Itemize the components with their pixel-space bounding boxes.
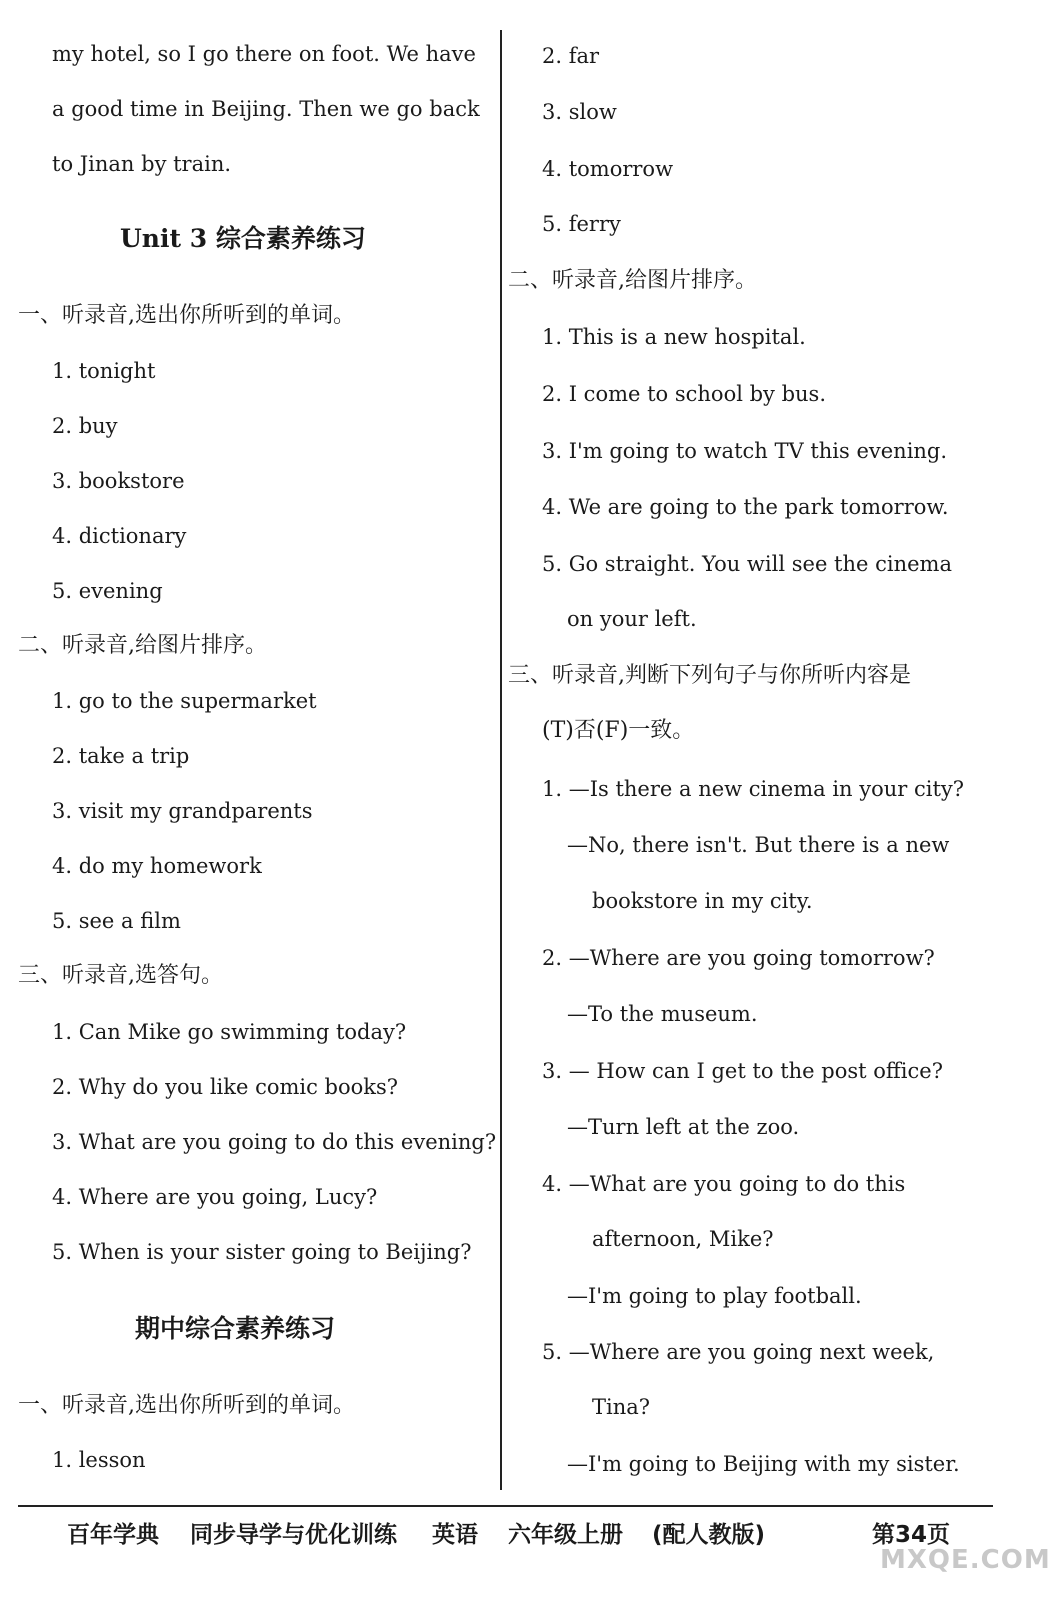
list-item: 4. tomorrow xyxy=(542,157,674,181)
list-item: 4. do my homework xyxy=(52,854,262,878)
dialogue-line: Tina? xyxy=(592,1395,651,1419)
watermark: MXQE.COM xyxy=(880,1545,1051,1575)
sec3-heading-line-1: 三、听录音,判断下列句子与你所听内容是 xyxy=(508,663,911,688)
list-item: 1. lesson xyxy=(52,1448,146,1472)
list-item: 2. take a trip xyxy=(52,744,190,768)
midterm-title: 期中综合素养练习 xyxy=(135,1314,336,1343)
list-item: 4. We are going to the park tomorrow. xyxy=(542,495,949,519)
list-item: 1. This is a new hospital. xyxy=(542,325,806,349)
dialogue-line: —Turn left at the zoo. xyxy=(567,1115,800,1139)
list-item: 3. bookstore xyxy=(52,469,185,493)
list-item: 1. go to the supermarket xyxy=(52,689,317,713)
footer-publisher: 百年学典 xyxy=(67,1522,159,1548)
column-divider xyxy=(500,30,502,1490)
dialogue-line: 5. —Where are you going next week, xyxy=(542,1340,935,1364)
sec2-heading: 二、听录音,给图片排序。 xyxy=(508,268,757,293)
unit3-sec2-heading: 二、听录音,给图片排序。 xyxy=(18,633,267,658)
list-item: 3. I'm going to watch TV this evening. xyxy=(542,439,948,463)
sec3-heading-line-2: (T)否(F)一致。 xyxy=(542,718,695,743)
list-item: 4. Where are you going, Lucy? xyxy=(52,1185,378,1209)
dialogue-line: —I'm going to Beijing with my sister. xyxy=(567,1452,960,1476)
unit3-title: Unit 3 综合素养练习 xyxy=(120,224,366,253)
dialogue-line: 1. —Is there a new cinema in your city? xyxy=(542,777,965,801)
list-item: 3. visit my grandparents xyxy=(52,799,313,823)
dialogue-line: 3. — How can I get to the post office? xyxy=(542,1059,943,1083)
footer-edition: (配人教版) xyxy=(652,1522,766,1548)
dialogue-line: 2. —Where are you going tomorrow? xyxy=(542,946,935,970)
list-item: 3. What are you going to do this evening? xyxy=(52,1130,497,1154)
footer-grade: 六年级上册 xyxy=(508,1522,623,1548)
dialogue-line: —To the museum. xyxy=(567,1002,758,1026)
dialogue-line: —I'm going to play football. xyxy=(567,1284,862,1308)
list-item: 5. Go straight. You will see the cinema xyxy=(542,552,952,576)
intro-line-3: to Jinan by train. xyxy=(52,152,232,176)
list-item: 5. evening xyxy=(52,579,163,603)
footer-series: 同步导学与优化训练 xyxy=(190,1522,397,1548)
list-item: 5. When is your sister going to Beijing? xyxy=(52,1240,472,1264)
dialogue-line: afternoon, Mike? xyxy=(592,1227,774,1251)
dialogue-line: 4. —What are you going to do this xyxy=(542,1172,906,1196)
intro-line-2: a good time in Beijing. Then we go back xyxy=(52,97,480,121)
list-item: on your left. xyxy=(567,607,697,631)
midterm-sec1-heading: 一、听录音,选出你所听到的单词。 xyxy=(18,1393,355,1418)
list-item: 2. Why do you like comic books? xyxy=(52,1075,399,1099)
list-item: 2. I come to school by bus. xyxy=(542,382,827,406)
list-item: 1. tonight xyxy=(52,359,156,383)
unit3-sec3-heading: 三、听录音,选答句。 xyxy=(18,963,223,988)
footer-page-number: 第34页 xyxy=(872,1522,951,1548)
list-item: 2. buy xyxy=(52,414,118,438)
list-item: 4. dictionary xyxy=(52,524,187,548)
list-item: 5. ferry xyxy=(542,212,621,236)
dialogue-line: —No, there isn't. But there is a new xyxy=(567,833,950,857)
intro-line-1: my hotel, so I go there on foot. We have xyxy=(52,42,476,66)
footer-rule xyxy=(18,1505,993,1507)
dialogue-line: bookstore in my city. xyxy=(592,889,813,913)
list-item: 3. slow xyxy=(542,100,617,124)
list-item: 1. Can Mike go swimming today? xyxy=(52,1020,407,1044)
footer-subject: 英语 xyxy=(432,1522,478,1548)
list-item: 5. see a film xyxy=(52,909,181,933)
unit3-sec1-heading: 一、听录音,选出你所听到的单词。 xyxy=(18,303,355,328)
list-item: 2. far xyxy=(542,44,600,68)
